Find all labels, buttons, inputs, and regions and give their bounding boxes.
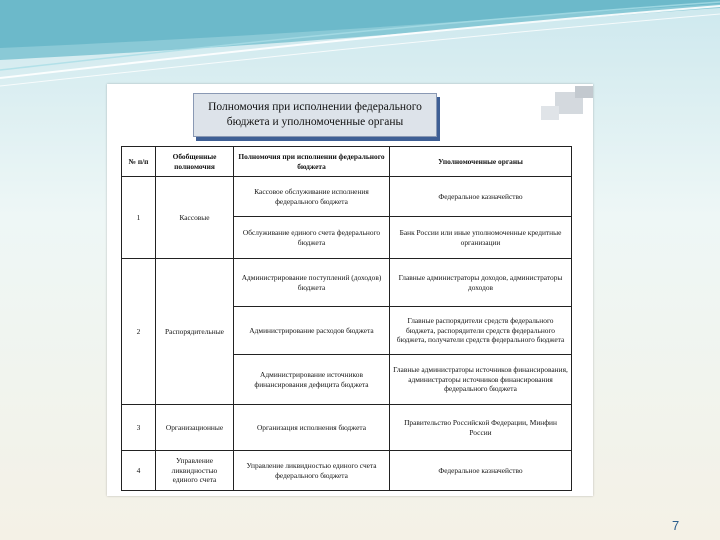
row-general-power: Кассовые — [156, 177, 234, 259]
row-general-power: Организационные — [156, 405, 234, 451]
page-number: 7 — [672, 518, 680, 533]
powers-table — [121, 146, 572, 491]
table-row — [122, 259, 572, 307]
row-general-power: Управление ликвидностью единого счета — [156, 451, 234, 491]
row-authorized-body: Федеральное казначейство — [390, 177, 572, 217]
row-authorized-body: Главные администраторы доходов, администраторы доходов — [390, 259, 572, 307]
row-authorized-body: Федеральное казначейство — [390, 451, 572, 491]
header-authorized-bodies: Уполномоченные органы — [390, 147, 572, 177]
header-num: № п/п — [122, 147, 156, 177]
row-general-power: Распорядительные — [156, 259, 234, 405]
row-authorized-body: Главные администраторы источников финансирования, администраторы источников финансирования федерального бюджета — [390, 355, 572, 405]
row-num: 3 — [122, 405, 156, 451]
corner-decoration — [541, 86, 593, 126]
table-row — [122, 177, 572, 217]
row-authorized-body: Правительство Российской Федерации, Минфин России — [390, 405, 572, 451]
row-power: Кассовое обслуживание исполнения федерального бюджета — [234, 177, 390, 217]
row-power: Обслуживание единого счета федерального бюджета — [234, 217, 390, 259]
table-row — [122, 451, 572, 491]
row-power: Управление ликвидностью единого счета федерального бюджета — [234, 451, 390, 491]
table-header-row — [122, 147, 572, 177]
row-power: Администрирование источников финансирования дефицита бюджета — [234, 355, 390, 405]
slide-title — [193, 93, 437, 137]
header-budget-powers: Полномочия при исполнении федерального бюджета — [234, 147, 390, 177]
row-power: Организация исполнения бюджета — [234, 405, 390, 451]
row-num: 1 — [122, 177, 156, 259]
header-general-powers: Обобщенные полномочия — [156, 147, 234, 177]
row-power: Администрирование расходов бюджета — [234, 307, 390, 355]
row-power: Администрирование поступлений (доходов) бюджета — [234, 259, 390, 307]
row-authorized-body: Главные распорядители средств федерального бюджета, распорядители средств федерального бюджета, получатели средств федерального бюджета — [390, 307, 572, 355]
slide-title-line-1: Полномочия при исполнении федерального — [208, 101, 422, 113]
row-num: 4 — [122, 451, 156, 491]
table-row — [122, 405, 572, 451]
row-authorized-body: Банк России или иные уполномоченные кредитные организации — [390, 217, 572, 259]
slide-title-line-2: бюджета и уполномоченные органы — [226, 116, 404, 128]
row-num: 2 — [122, 259, 156, 405]
